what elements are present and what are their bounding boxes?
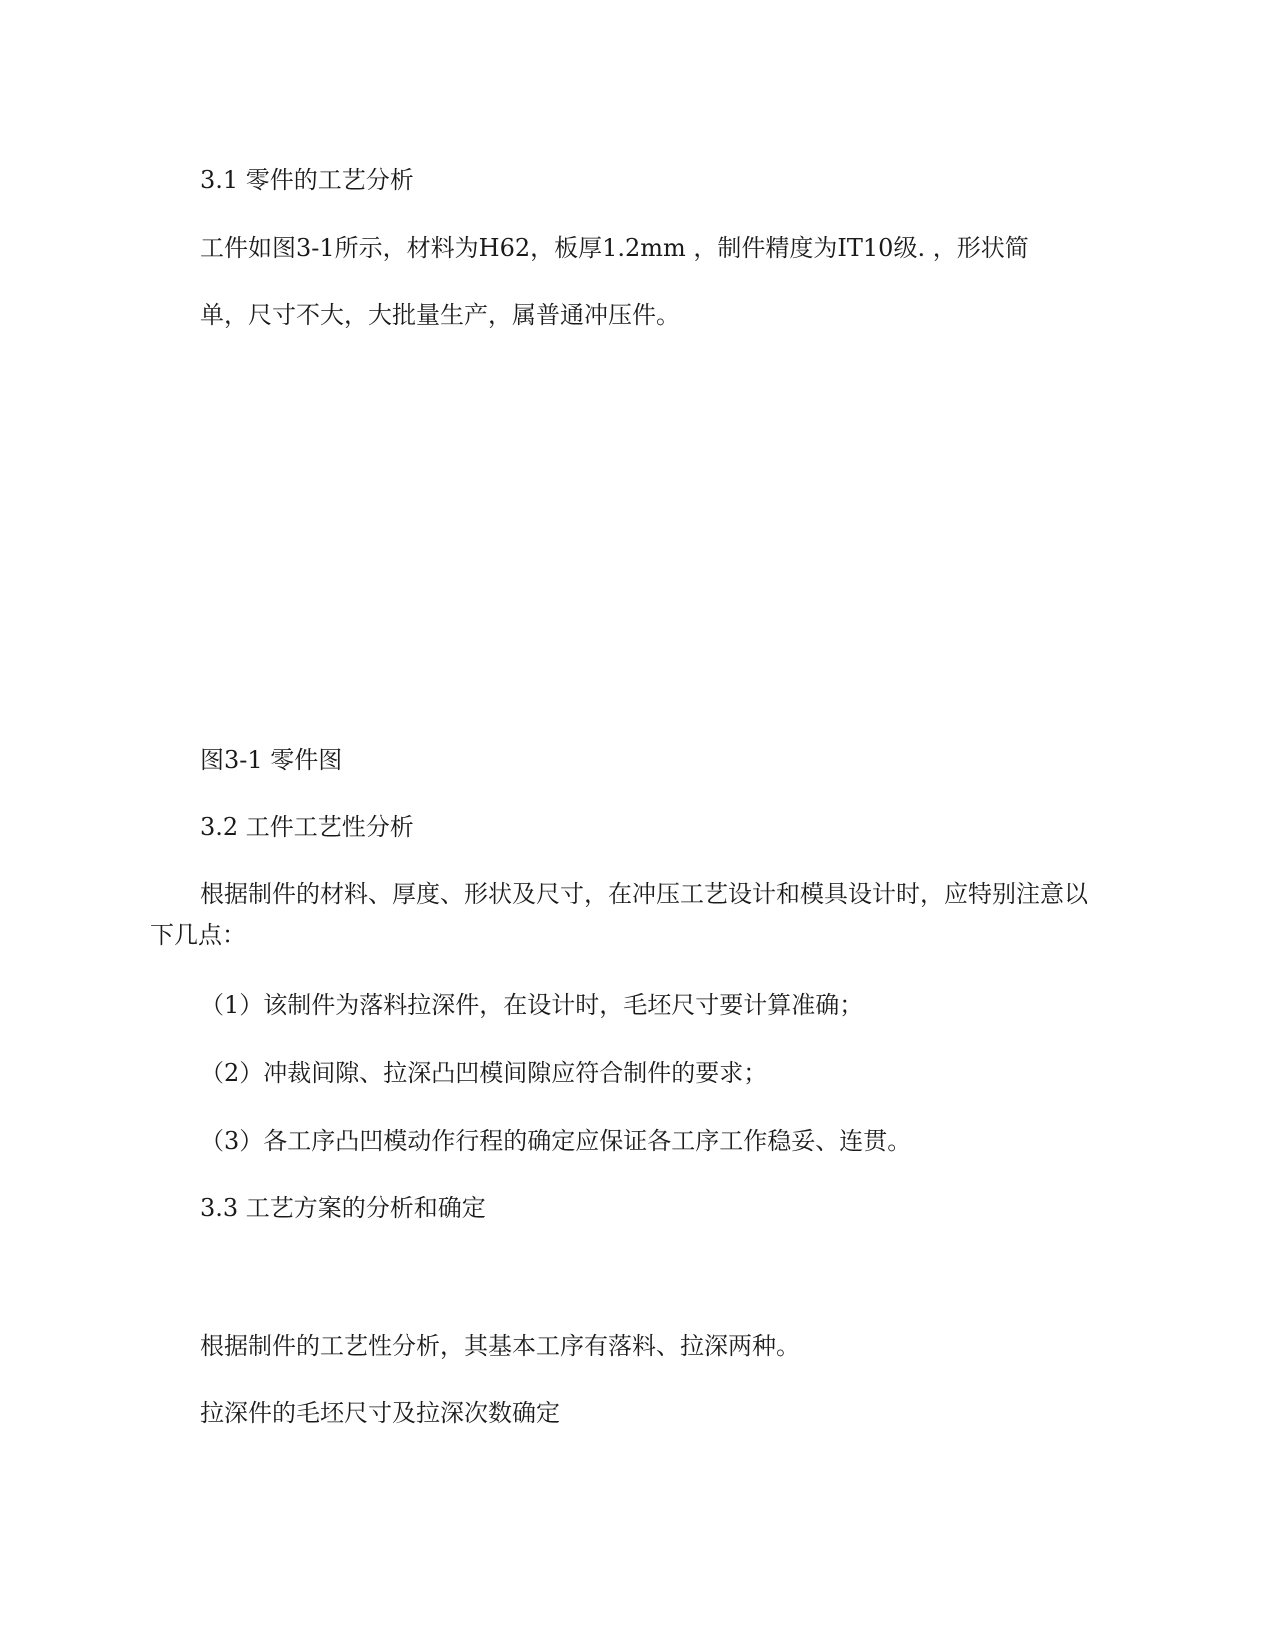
section-3-1-paragraph-line-1: 工件如图3-1所示，材料为H62，板厚1.2mm ，制件精度为IT10级. ，形状简 (200, 234, 1029, 262)
figure-caption: 图3-1 零件图 (200, 746, 343, 774)
section-3-1-heading: 3.1 零件的工艺分析 (200, 166, 414, 194)
section-3-2-intro-line-1: 根据制件的材料、厚度、形状及尺寸，在冲压工艺设计和模具设计时，应特别注意以 (200, 880, 1088, 908)
figure-area (150, 360, 1120, 720)
list-item-2: （2）冲裁间隙、拉深凸凹模间隙应符合制件的要求； (200, 1059, 768, 1087)
section-3-3-paragraph: 根据制件的工艺性分析，其基本工序有落料、拉深两种。 (200, 1332, 800, 1360)
list-item-3: （3）各工序凸凹模动作行程的确定应保证各工序工作稳妥、连贯。 (200, 1127, 912, 1155)
section-3-3-heading: 3.3 工艺方案的分析和确定 (200, 1194, 486, 1222)
section-3-3-subheading: 拉深件的毛坯尺寸及拉深次数确定 (200, 1399, 560, 1427)
section-3-1-paragraph-line-2: 单，尺寸不大，大批量生产，属普通冲压件。 (200, 301, 680, 329)
list-item-1: （1）该制件为落料拉深件，在设计时，毛坯尺寸要计算准确； (200, 991, 864, 1019)
section-3-2-heading: 3.2 工件工艺性分析 (200, 813, 414, 841)
section-3-2-intro-line-2: 下几点： (150, 921, 246, 949)
